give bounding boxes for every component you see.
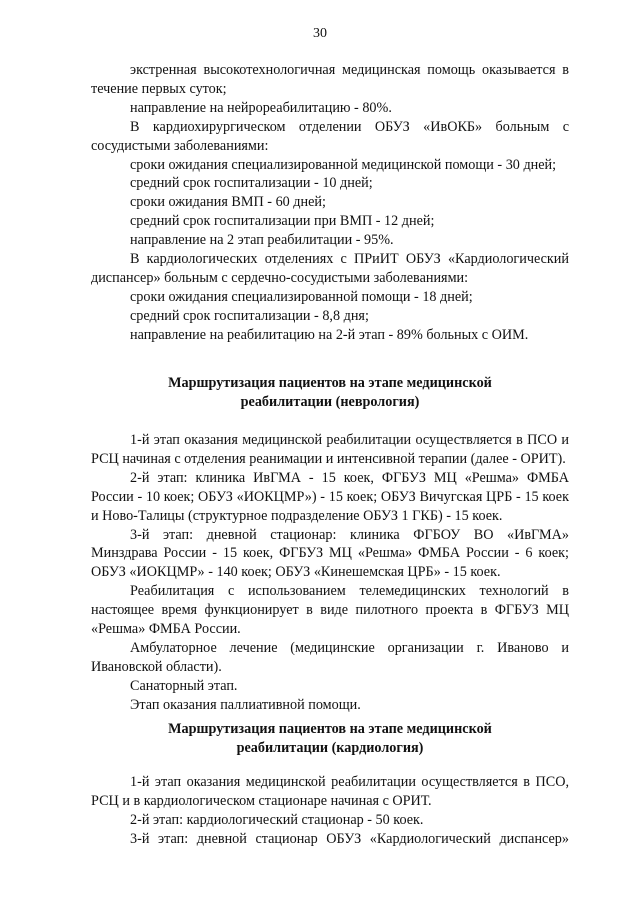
paragraph: В кардиохирургическом отделении ОБУЗ «ИвОКБ» больным с сосудистыми заболеваниями: — [91, 118, 569, 154]
paragraph: Амбулаторное лечение (медицинские организации г. Иваново и Ивановской области). — [91, 639, 569, 675]
paragraph: 1-й этап оказания медицинской реабилитации осуществляется в ПСО, РСЦ и в кардиологическом стационаре начиная с ОРИТ. — [91, 774, 569, 809]
paragraph: сроки ожидания специализированной медицинской помощи - 30 дней; — [130, 156, 557, 173]
paragraph: направление на 2 этап реабилитации - 95%. — [130, 232, 394, 249]
section-heading-cardiology — [91, 720, 569, 758]
heading-line: Маршрутизация пациентов на этапе медицинской — [168, 375, 492, 391]
paragraph: средний срок госпитализации - 8,8 дня; — [130, 307, 369, 324]
section-heading-neurology — [91, 374, 569, 412]
paragraph: 3-й этап: дневной стационар: клиника ФГБОУ ВО «ИвГМА» Минздрава России - 15 коек, ФГБУЗ МЦ «Решма» ФМБА России - 6 коек; ОБУЗ «ИОКЦМР» - 140 коек; ОБУЗ «Кинешемская ЦРБ» - 15 коек. — [91, 526, 569, 581]
intro-text-block — [91, 61, 569, 345]
paragraph: сроки ожидания специализированной помощи - 18 дней; — [130, 288, 473, 305]
cardiology-text-block — [91, 773, 569, 849]
paragraph: Этап оказания паллиативной помощи. — [130, 696, 361, 713]
paragraph: Санаторный этап. — [130, 677, 238, 694]
paragraph: Реабилитация с использованием телемедицинских технологий в настоящее время функционирует в виде пилотного проекта в ФГБУЗ МЦ «Решма» ФМБА России. — [91, 583, 569, 638]
heading-line: реабилитации (кардиология) — [236, 740, 424, 756]
neurology-text-block — [91, 431, 569, 715]
paragraph: направление на реабилитацию на 2-й этап - 89% больных с ОИМ. — [130, 326, 529, 343]
paragraph: 2-й этап: кардиологический стационар - 50 коек. — [130, 811, 424, 828]
paragraph: направление на нейрореабилитацию - 80%. — [130, 99, 392, 116]
paragraph: сроки ожидания ВМП - 60 дней; — [130, 194, 326, 211]
heading-line: реабилитации (неврология) — [240, 394, 420, 410]
paragraph: 2-й этап: клиника ИвГМА - 15 коек, ФГБУЗ МЦ «Решма» ФМБА России - 10 коек; ОБУЗ «ИОКЦМР») - 15 коек; ОБУЗ Вичугская ЦРБ - 15 коек и Ново-Талицы (структурное подразделение ОБУЗ 1 ГКБ) - 15 коек. — [91, 469, 569, 524]
paragraph: 1-й этап оказания медицинской реабилитации осуществляется в ПСО и РСЦ начиная с отделения реанимации и интенсивной терапии (далее - ОРИТ). — [91, 432, 569, 467]
page-number: 30 — [313, 26, 327, 41]
paragraph: В кардиологических отделениях с ПРиИТ ОБУЗ «Кардиологический диспансер» больным с сердечно-сосудистыми заболеваниями: — [91, 251, 569, 286]
paragraph: средний срок госпитализации - 10 дней; — [130, 175, 373, 192]
paragraph: экстренная высокотехнологичная медицинская помощь оказывается в течение первых суток; — [91, 62, 569, 97]
heading-line: Маршрутизация пациентов на этапе медицинской — [168, 721, 492, 737]
paragraph: 3-й этап: дневной стационар ОБУЗ «Кардиологический диспансер» — [130, 830, 569, 847]
paragraph: средний срок госпитализации при ВМП - 12 дней; — [130, 213, 435, 230]
